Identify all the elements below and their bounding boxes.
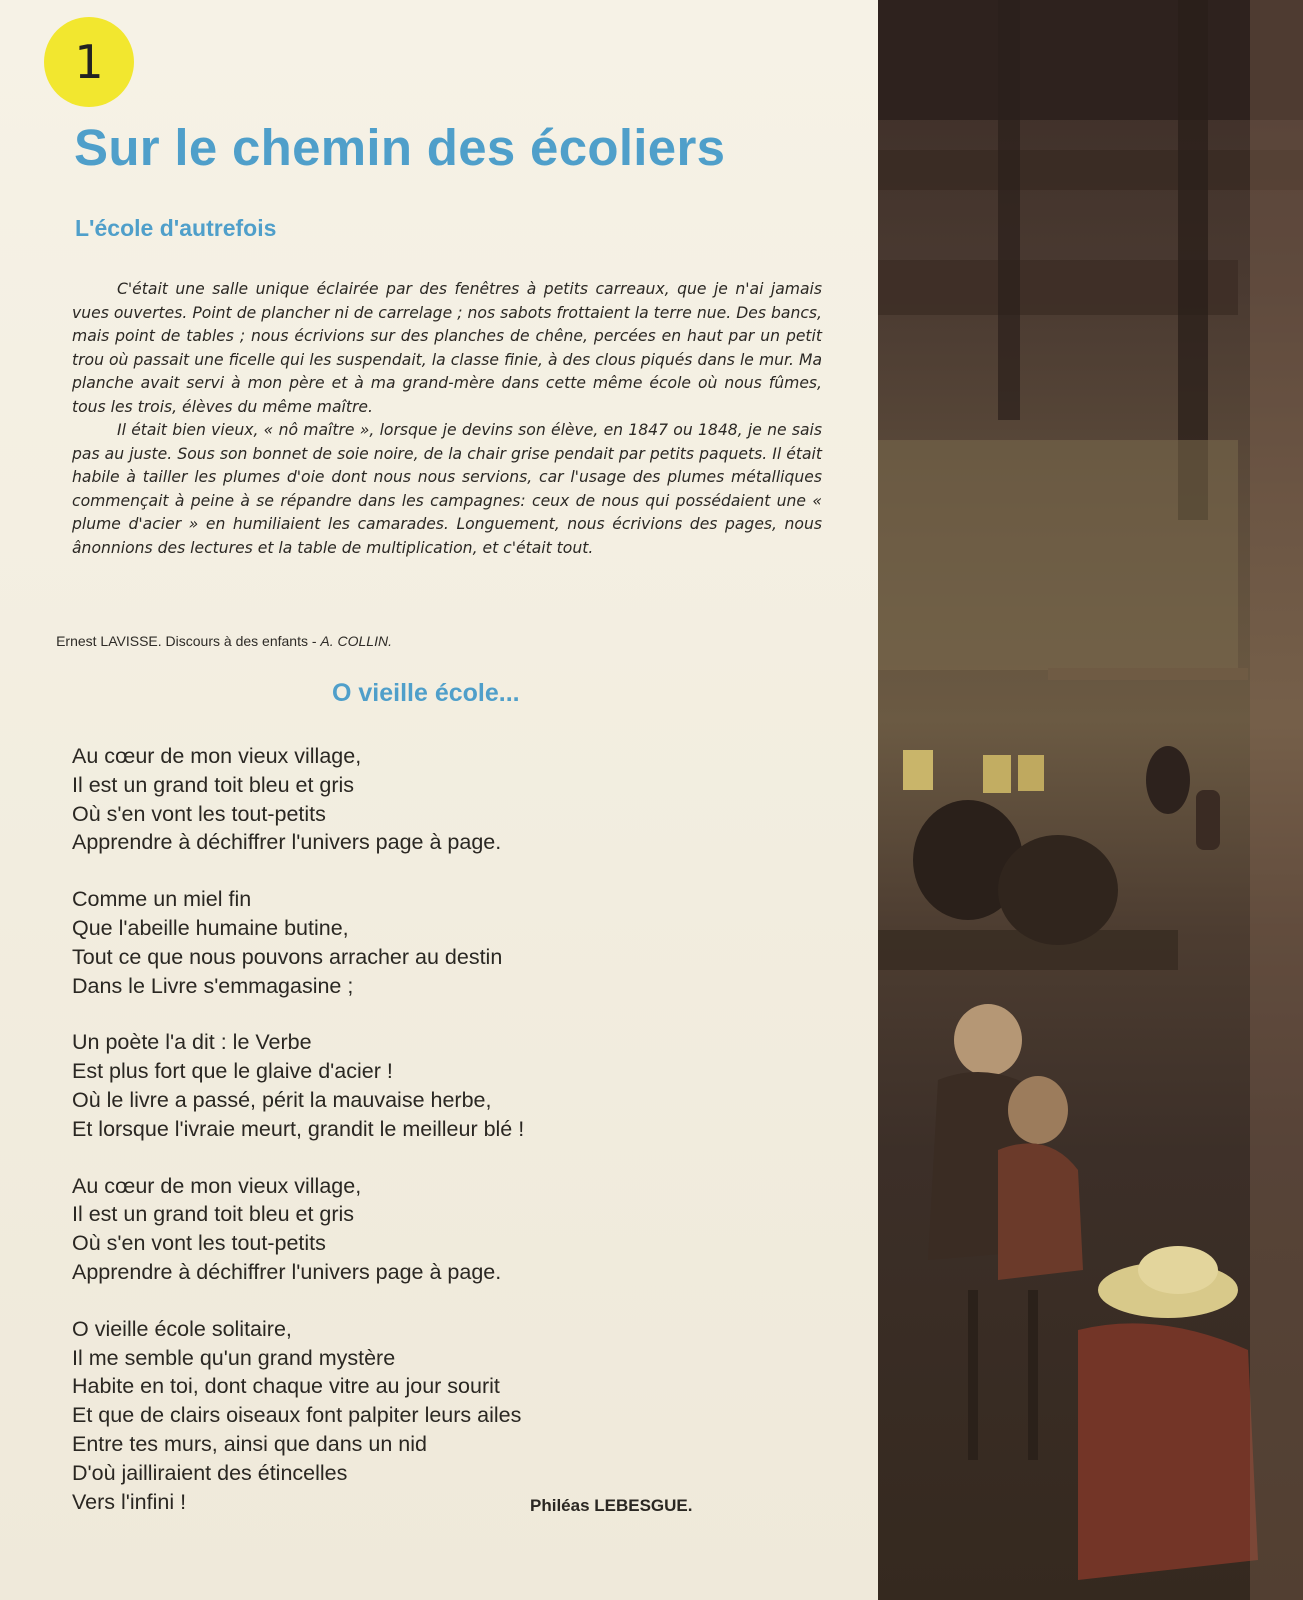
poem-line: Est plus fort que le glaive d'acier ! xyxy=(72,1059,393,1084)
page-binding xyxy=(1250,0,1303,1600)
poem-stanza xyxy=(72,885,772,1000)
jug xyxy=(1196,790,1220,850)
ceiling-beam xyxy=(878,150,1303,190)
poem-line: Il est un grand toit bleu et gris xyxy=(72,772,355,797)
source-publisher: A. COLLIN. xyxy=(320,633,392,649)
poem-line: Et lorsque l'ivraie meurt, grandit le meilleur blé ! xyxy=(72,1116,525,1141)
poem-line: Comme un miel fin xyxy=(72,887,252,912)
child-face xyxy=(954,1004,1022,1076)
poem-line: D'où jailliraient des étincelles xyxy=(72,1460,348,1485)
ceiling-beam xyxy=(878,0,1303,120)
poem-line: Où s'en vont les tout-petits xyxy=(72,1231,326,1256)
poem-line: Au cœur de mon vieux village, xyxy=(72,744,362,768)
poem-line: Apprendre à déchiffrer l'univers page à page. xyxy=(72,830,502,855)
poem-line: Il me semble qu'un grand mystère xyxy=(72,1345,396,1370)
source-work: Discours à des enfants - xyxy=(165,633,317,649)
poem-line: Il est un grand toit bleu et gris xyxy=(72,1202,355,1227)
classroom-painting-icon xyxy=(878,0,1303,1600)
hanging-paper xyxy=(983,755,1011,793)
lesson-number: 1 xyxy=(74,35,104,89)
poem-line: Et que de clairs oiseaux font palpiter leurs ailes xyxy=(72,1403,522,1428)
straw-hat-crown xyxy=(1138,1246,1218,1294)
poem-stanza xyxy=(72,1172,772,1287)
painting-artwork xyxy=(878,0,1303,1600)
poem-line: Habite en toi, dont chaque vitre au jour sourit xyxy=(72,1374,500,1399)
hanging-pot xyxy=(1146,746,1190,814)
poem xyxy=(72,742,772,1516)
hanging-paper xyxy=(903,750,933,790)
section-heading-ecole-autrefois: L'école d'autrefois xyxy=(75,215,277,241)
poem-title: O vieille école... xyxy=(332,679,520,707)
poem-line: Apprendre à déchiffrer l'univers page à page. xyxy=(72,1259,502,1284)
poem-author: Philéas LEBESGUE. xyxy=(530,1496,693,1515)
shelf xyxy=(1048,668,1248,680)
poem-line: O vieille école solitaire, xyxy=(72,1316,292,1341)
poem-line: Tout ce que nous pouvons arracher au destin xyxy=(72,944,503,969)
lesson-number-badge xyxy=(44,17,134,107)
poem-stanza xyxy=(72,742,772,857)
lit-wall xyxy=(878,440,1238,670)
seated-figure xyxy=(998,835,1118,945)
poem-line: Vers l'infini ! xyxy=(72,1489,187,1514)
prose-source-citation xyxy=(56,633,392,649)
source-author: Ernest LAVISSE. xyxy=(56,633,162,649)
wooden-post xyxy=(998,0,1020,420)
poem-line: Au cœur de mon vieux village, xyxy=(72,1173,362,1198)
poem-line: Où le livre a passé, périt la mauvaise herbe, xyxy=(72,1087,492,1112)
red-garment xyxy=(1078,1323,1258,1580)
poem-line: Dans le Livre s'emmagasine ; xyxy=(72,973,354,998)
poem-line: Que l'abeille humaine butine, xyxy=(72,915,349,940)
prose-excerpt xyxy=(72,278,822,560)
child-body xyxy=(998,1143,1083,1280)
poem-line: Un poète l'a dit : le Verbe xyxy=(72,1030,312,1055)
chair-leg xyxy=(968,1290,978,1460)
poem-line: Où s'en vont les tout-petits xyxy=(72,801,326,826)
poem-stanza xyxy=(72,1028,772,1143)
chair-leg xyxy=(1028,1290,1038,1460)
hanging-paper xyxy=(1018,755,1044,791)
page-title: Sur le chemin des écoliers xyxy=(74,119,726,176)
prose-paragraph: Il était bien vieux, « nô maître », lorsque je devins son élève, en 1847 ou 1848, je ne sais pas au juste. Sous son bonnet de soie noire, de la chair grise pendait par petits paquets. Il était habile à tailler les plumes d'oie dont nous nous servions, car l'usage des plumes métalliques commençait à peine à se répandre dans les campagnes: ceux de nous qui possédaient une « plume d'acier » en humiliaient les camarades. Longuement, nous écrivions des pages, nous ânonnions des lectures et la table de multiplication, et c'était tout. xyxy=(72,421,822,557)
poem-stanza xyxy=(72,1315,772,1517)
poem-line: Entre tes murs, ainsi que dans un nid xyxy=(72,1431,427,1456)
prose-paragraph: C'était une salle unique éclairée par des fenêtres à petits carreaux, que je n'ai jamais vues ouvertes. Point de plancher ni de carrelage ; nos sabots frottaient la terre nue. Des bancs, mais point de tables ; nous écrivions sur des planches de chêne, percées en haut par un petit trou où passait une ficelle qui les suspendait, la classe finie, à des clous piqués dans le mur. Ma planche avait servi à mon père et à ma grand-mère dans cette même école où nous fûmes, tous les trois, élèves du même maître. xyxy=(72,280,822,416)
child-face xyxy=(1008,1076,1068,1144)
